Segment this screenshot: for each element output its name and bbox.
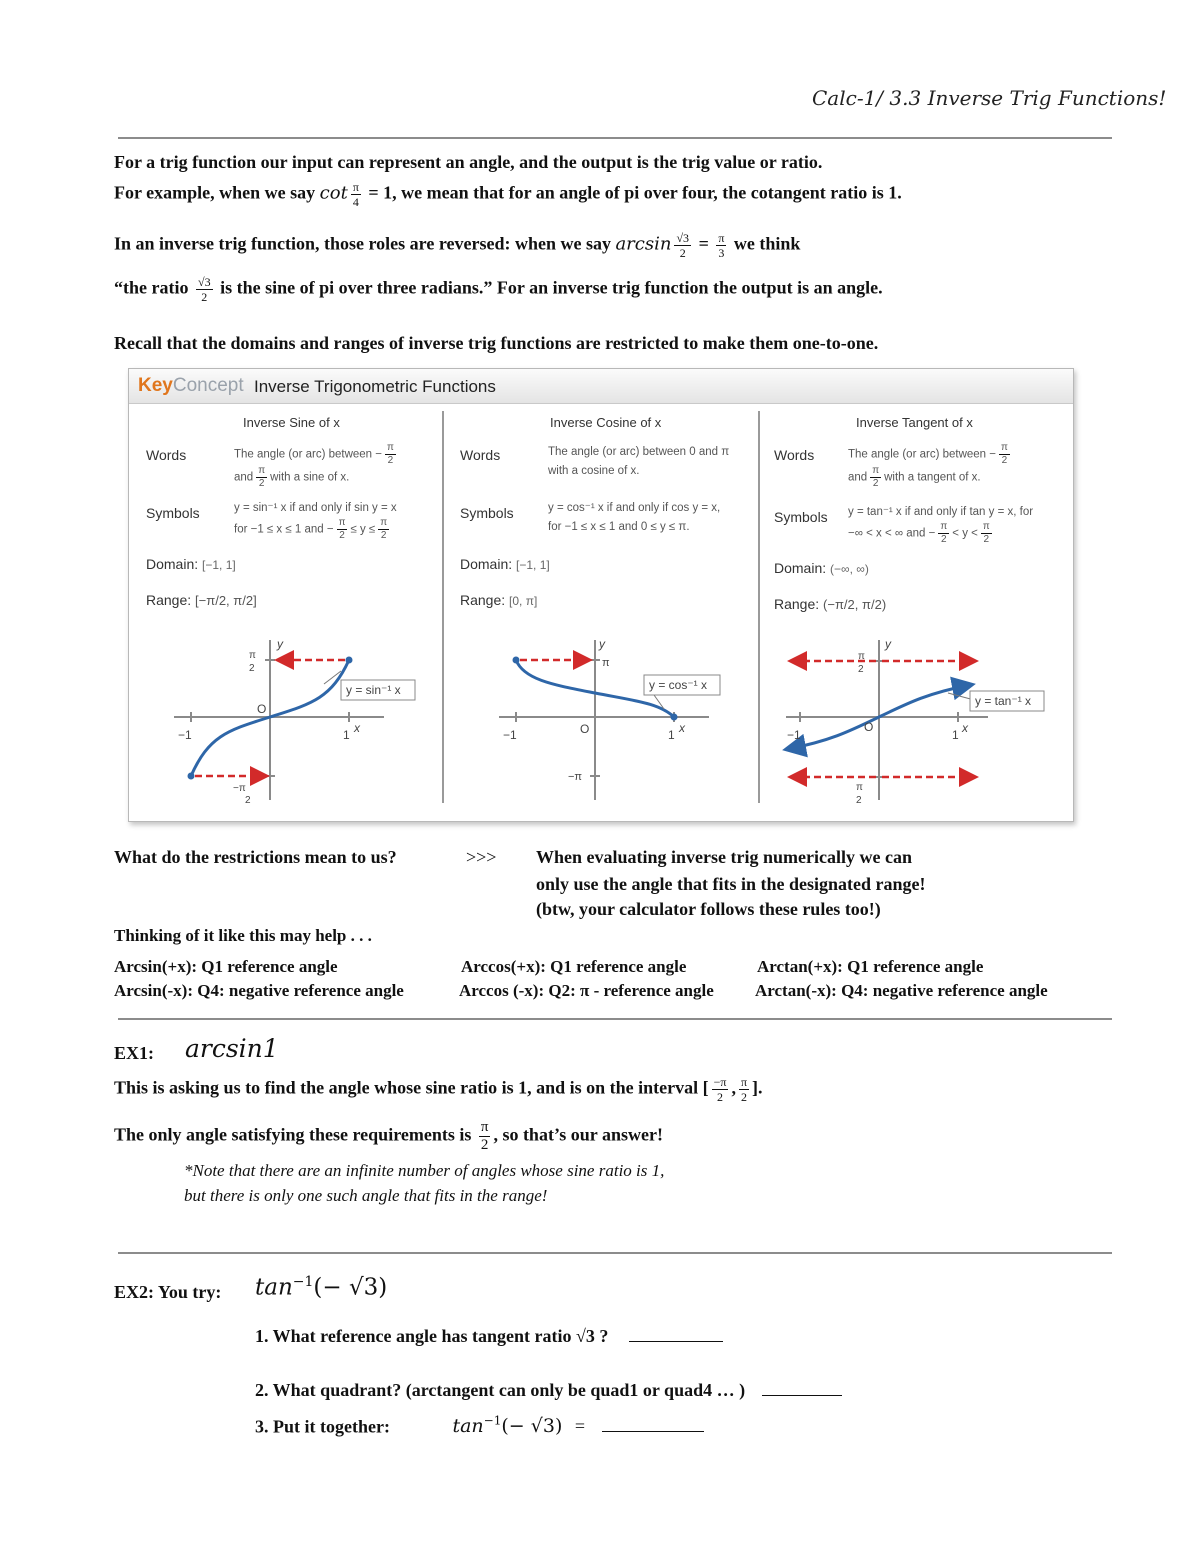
key-concept-title: Inverse Trigonometric Functions: [254, 377, 496, 396]
page-header-title: Calc-1/ 3.3 Inverse Trig Functions!: [812, 86, 1167, 110]
tangent-bottom-num: π: [856, 782, 863, 793]
ex1-line-2: The only angle satisfying these requirements is $\frac{\pi}{2}$ , so that’s our answer!: [114, 1119, 663, 1153]
ex1-note-2: but there is only one such angle that fits in the range!: [184, 1186, 548, 1205]
key-concept-logo: KeyConcept: [138, 375, 244, 396]
sine-tick-neg1: −1: [178, 728, 192, 742]
answer-blank-1[interactable]: [629, 1327, 723, 1342]
sine-top-den: 2: [249, 663, 255, 674]
tangent-words-text: The angle (or arc) between − $\frac{\pi}{2}$ and $\frac{\pi}{2}$ with a tangent of x.: [848, 442, 1008, 489]
sine-bottom-den: 2: [245, 795, 251, 806]
sine-graph-label: y = sin⁻¹ x: [346, 683, 401, 697]
intro-pi-over-3: $\frac{\pi}{3}$: [718, 231, 725, 260]
intro-pi-over-4: $\frac{\pi}{4}$: [352, 180, 359, 209]
restrictions-arrow: >>>: [466, 847, 497, 867]
cosine-tick-1: 1: [668, 728, 675, 742]
inverse-tangent-title: Inverse Tangent of x: [856, 415, 973, 430]
tangent-tick-1: 1: [952, 728, 959, 742]
ex1-line-1: This is asking us to find the angle whose sine ratio is 1, and is on the interval [ $\frac{-\pi}{2}$ , $\frac{\pi}{2}$ ].: [114, 1075, 763, 1104]
intro-root3-over-2: $\frac{√3}{2}$: [676, 231, 690, 260]
intro-line-3-suffix: we think: [733, 233, 801, 254]
ex1-expression: arcsin1: [185, 1034, 279, 1063]
restrictions-answer-3: (btw, your calculator follows these rules too!): [536, 899, 881, 919]
inverse-sine-graph: [169, 635, 459, 810]
ex2-expression: $\tan^{-1}(- √3)$: [255, 1274, 388, 1301]
tangent-top-num: π: [858, 651, 865, 662]
cosine-words-label: Words: [460, 447, 501, 463]
column-inverse-cosine: [444, 403, 758, 821]
tangent-y-label: y: [885, 637, 891, 651]
sine-range: Range: [−π/2, π/2]: [146, 592, 257, 608]
tangent-symbols-text: y = tan⁻¹ x if and only if tan y = x, for −∞ < x < ∞ and − $\frac{\pi}{2}$ < y < $\frac{\pi}{2}$: [848, 506, 1034, 545]
cosine-x-label: x: [679, 721, 685, 735]
key-concept-box: [128, 368, 1074, 822]
header-rule: [118, 137, 1112, 139]
tangent-range: Range: (−π/2, π/2): [774, 596, 887, 612]
rule-arcsin-negative: Arcsin(-x): Q4: negative reference angle: [114, 981, 404, 1000]
inverse-sine-title: Inverse Sine of x: [243, 415, 340, 430]
tangent-bottom-den: 2: [856, 795, 862, 806]
intro-arcsin: arcsin: [615, 233, 672, 255]
intro-line-2-prefix: For example, when we say: [114, 182, 316, 203]
thinking-text: Thinking of it like this may help . . .: [114, 926, 372, 945]
intro-line-4-prefix: “the ratio: [114, 277, 189, 298]
sine-x-label: x: [354, 721, 360, 735]
sine-domain: Domain: [−1, 1]: [146, 556, 236, 572]
ex2-question-2: 2. What quadrant? (arctangent can only be quad1 or quad4 … ): [255, 1380, 842, 1401]
rule-divider-1: [118, 1018, 1112, 1020]
intro-equals: =: [698, 233, 709, 254]
intro-line-1: For a trig function our input can represent an angle, and the output is the trig value or ratio.: [114, 152, 823, 172]
cosine-top-pi: π: [602, 657, 610, 669]
cosine-graph-label: y = cos⁻¹ x: [649, 678, 708, 692]
sine-bottom-num: −π: [233, 783, 246, 794]
restrictions-answer-2: only use the angle that fits in the designated range!: [536, 874, 926, 894]
sine-top-num: π: [249, 650, 256, 661]
cosine-origin: O: [580, 722, 590, 736]
cosine-symbols-label: Symbols: [460, 505, 514, 521]
sine-symbols-text: y = sin⁻¹ x if and only if sin y = x for −1 ≤ x ≤ 1 and − $\frac{\pi}{2}$ ≤ y ≤ $\frac{\pi}{2}$: [234, 502, 397, 541]
sine-words-text: The angle (or arc) between − $\frac{\pi}{2}$ and $\frac{\pi}{2}$ with a sine of x.: [234, 442, 394, 489]
arctan-curve-right: [879, 685, 970, 717]
ex1-label: EX1:: [114, 1043, 154, 1063]
intro-line-4-suffix: is the sine of pi over three radians.” For an inverse trig function the output is an angle.: [220, 277, 883, 298]
inverse-cosine-title: Inverse Cosine of x: [550, 415, 662, 430]
rule-arctan-negative: Arctan(-x): Q4: negative reference angle: [755, 981, 1048, 1000]
cosine-bottom-neg-pi: −π: [568, 771, 583, 783]
sine-origin: O: [257, 702, 267, 716]
key-concept-header: [129, 369, 1073, 404]
tangent-x-label: x: [962, 721, 968, 735]
tangent-symbols-label: Symbols: [774, 509, 828, 525]
cosine-domain: Domain: [−1, 1]: [460, 556, 550, 572]
cosine-y-label: y: [599, 637, 605, 651]
restrictions-question: What do the restrictions mean to us?: [114, 847, 397, 867]
ex2-label: EX2: You try:: [114, 1282, 222, 1302]
intro-line-2: [114, 181, 902, 208]
ex2-question-1: 1. What reference angle has tangent ratio √3 ?: [255, 1326, 723, 1347]
tangent-top-den: 2: [858, 664, 864, 675]
intro-root3-over-2-b: $\frac{√3}{2}$: [197, 275, 211, 304]
cosine-symbols-text: y = cos⁻¹ x if and only if cos y = x, for −1 ≤ x ≤ 1 and 0 ≤ y ≤ π.: [548, 502, 721, 533]
rule-arccos-positive: Arccos(+x): Q1 reference angle: [461, 957, 687, 976]
tangent-words-label: Words: [774, 447, 815, 463]
ex1-note-1: *Note that there are an infinite number of angles whose sine ratio is 1,: [184, 1161, 665, 1180]
ex2-question-3: 3. Put it together: $\tan^{-1}(- √3)$ =: [255, 1414, 704, 1437]
answer-blank-3[interactable]: [602, 1417, 704, 1432]
restrictions-answer-1: When evaluating inverse trig numerically we can: [536, 847, 912, 867]
intro-cot: cot: [319, 182, 348, 204]
intro-line-2-suffix: = 1, we mean that for an angle of pi over four, the cotangent ratio is 1.: [368, 182, 902, 203]
column-inverse-sine: [129, 403, 442, 821]
sine-y-label: y: [277, 637, 283, 651]
tangent-tick-neg1: −1: [787, 728, 801, 742]
sine-tick-1: 1: [343, 728, 350, 742]
tangent-domain: Domain: (−∞, ∞): [774, 560, 869, 576]
intro-line-3-prefix: In an inverse trig function, those roles are reversed: when we say: [114, 233, 611, 254]
rule-arctan-positive: Arctan(+x): Q1 reference angle: [757, 957, 984, 976]
intro-line-4: [114, 276, 883, 303]
intro-line-5: Recall that the domains and ranges of inverse trig functions are restricted to make them one-to-one.: [114, 333, 879, 353]
tangent-graph-label: y = tan⁻¹ x: [975, 694, 1032, 708]
cosine-words-text: The angle (or arc) between 0 and π with a cosine of x.: [548, 446, 730, 477]
tangent-origin: O: [864, 720, 874, 734]
inverse-tangent-graph: [778, 635, 1078, 810]
sine-symbols-label: Symbols: [146, 505, 200, 521]
sine-words-label: Words: [146, 447, 187, 463]
inverse-cosine-graph: [494, 635, 784, 810]
rule-arccos-negative: Arccos (-x): Q2: π - reference angle: [459, 981, 714, 1000]
rule-divider-2: [118, 1252, 1112, 1254]
answer-blank-2[interactable]: [762, 1381, 842, 1396]
rule-arcsin-positive: Arcsin(+x): Q1 reference angle: [114, 957, 338, 976]
cosine-tick-neg1: −1: [503, 728, 517, 742]
intro-line-3: [114, 232, 800, 259]
cosine-range: Range: [0, π]: [460, 592, 538, 608]
column-inverse-tangent: [760, 403, 1073, 821]
